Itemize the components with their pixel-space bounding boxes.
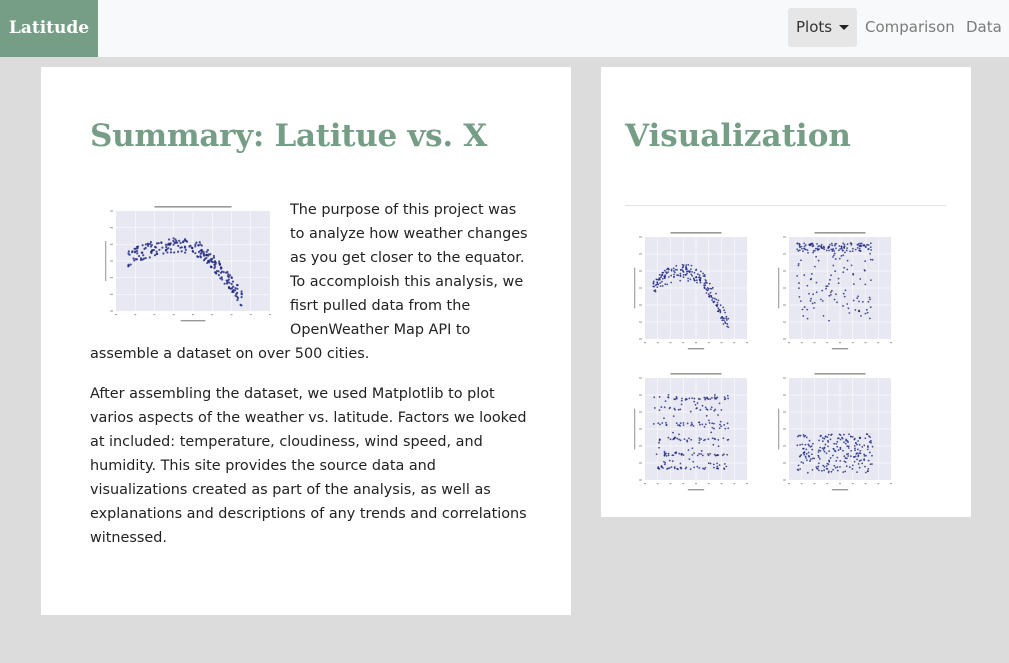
summary-temperature-plot[interactable] [90, 203, 272, 327]
divider [625, 205, 946, 206]
summary-paragraph-2: After assembling the dataset, we used Matplotlib to plot varios aspects of the weather vs. latitude. Factors we looked at included: temperature, cloudiness, wind speed, and humidity. This site provides the source data and visualizations created as part of the analysis, as well as explanations and descriptions of any trends and correlations witnessed. [90, 386, 527, 546]
plots-label: Plots [796, 18, 833, 36]
summary-paragraph-1 [90, 198, 530, 366]
summary-title: Summary: Latitue vs. X [90, 118, 488, 154]
brand-logo[interactable]: Latitude [0, 0, 98, 57]
summary-card [41, 67, 571, 615]
viz-wind-speed-plot[interactable] [775, 370, 897, 496]
viz-cloudiness-plot[interactable] [631, 370, 753, 496]
navbar [0, 0, 1009, 57]
data-link[interactable]: Data [966, 18, 1002, 36]
viz-humidity-plot[interactable] [775, 229, 897, 355]
summary-paragraph-1-text: The purpose of this project was to analyze how weather changes as you get closer to the equator. To accomploish this analysis, we fisrt pulled data from the OpenWeather Map API to assemble a dataset on over 500 cities. [90, 202, 528, 362]
visualization-title: Visualization [625, 118, 851, 154]
plots-dropdown[interactable] [788, 8, 857, 47]
caret-down-icon [839, 25, 849, 30]
visualization-card [601, 67, 971, 517]
comparison-link[interactable]: Comparison [865, 18, 955, 36]
viz-temperature-plot[interactable] [631, 229, 753, 355]
